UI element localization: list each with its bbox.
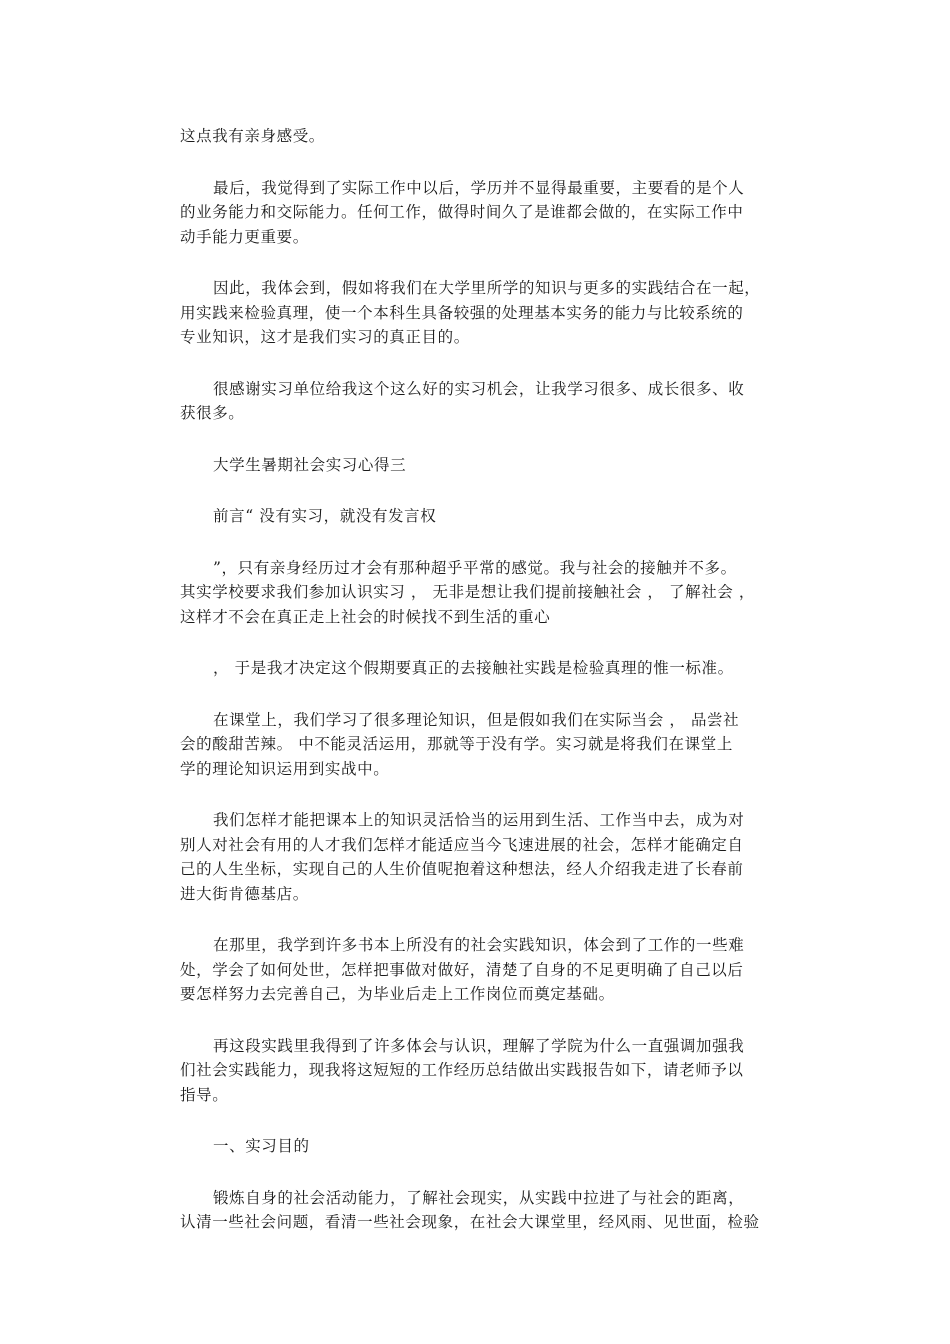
text-line: 其实学校要求我们参加认识实习 ， 无非是想让我们提前接触社会 ， 了解社会 ， (180, 583, 756, 601)
text-line: 这点我有亲身感受。 (180, 127, 325, 145)
text-line: 用实践来检验真理，使一个本科生具备较强的处理基本实务的能力与比较系统的 (180, 303, 744, 322)
text-line: 处，学会了如何处世，怎样把事做对做好，清楚了自身的不足更明确了自己以后 (180, 960, 744, 979)
text-line: 这样才不会在真正走上社会的时候找不到生活的重心 (180, 607, 551, 626)
paragraph (180, 708, 775, 782)
paragraph (180, 1134, 775, 1159)
paragraph (180, 933, 775, 1007)
paragraph (180, 808, 775, 906)
text-line: 一、实习目的 (213, 1137, 310, 1155)
text-line: 专业知识，这才是我们实习的真正目的。 (180, 328, 470, 346)
paragraph (180, 124, 775, 149)
text-line: 指导。 (180, 1085, 229, 1104)
text-line: 会的酸甜苦辣。 中不能灵活运用，那就等于没有学。实习就是将我们在课堂上 (180, 735, 733, 753)
paragraph (180, 1186, 775, 1235)
text-line: 最后，我觉得到了实际工作中以后，学历并不显得最重要，主要看的是个人 (213, 178, 745, 197)
text-line: 锻炼自身的社会活动能力，了解社会现实，从实践中拉进了与社会的距离， (213, 1188, 745, 1207)
text-line: 因此，我体会到，假如将我们在大学里所学的知识与更多的实践结合在一起， (213, 279, 761, 297)
text-line: 进大街肯德基店。 (180, 884, 309, 903)
text-line: 我们怎样才能把课本上的知识灵活恰当的运用到生活、工作当中去，成为对 (213, 811, 745, 829)
paragraph (180, 556, 775, 630)
text-line: 认清一些社会问题，看清一些社会现象，在社会大课堂里，经风雨、见世面，检验 (180, 1213, 760, 1231)
text-line: 再这段实践里我得到了许多体会与认识，理解了学院为什么一直强调加强我 (213, 1036, 745, 1055)
text-line: 要怎样努力去完善自己，为毕业后走上工作岗位而奠定基础。 (180, 985, 615, 1003)
text-line: 前言“ 没有实习，就没有发言权 (213, 507, 437, 525)
paragraph (180, 656, 775, 681)
paragraph (180, 377, 775, 426)
text-line: 学的理论知识运用到实战中。 (180, 759, 390, 778)
paragraph (180, 176, 775, 250)
text-line: ”，只有亲身经历过才会有那种超乎平常的感觉。我与社会的接触并不多。 (213, 558, 737, 577)
document-page (180, 124, 775, 1262)
paragraph (180, 1034, 775, 1108)
text-line: 动手能力更重要。 (180, 227, 309, 246)
text-line: 己的人生坐标，实现自己的人生价值呢抱着这种想法，经人介绍我走进了长春前 (180, 860, 744, 878)
paragraph (180, 453, 775, 478)
text-line: 别人对社会有用的人才我们怎样才能适应当今飞速进展的社会，怎样才能确定自 (180, 835, 744, 854)
text-line: 在那里，我学到许多书本上所没有的社会实践知识，体会到了工作的一些难 (213, 936, 745, 954)
text-line: 在课堂上，我们学习了很多理论知识，但是假如我们在实际当会 ， 品尝社 (213, 710, 740, 729)
paragraph (180, 276, 775, 350)
paragraph (180, 504, 775, 529)
text-line: 大学生暑期社会实习心得三 (213, 455, 407, 474)
text-line: ， 于是我才决定这个假期要真正的去接触社实践是检验真理的惟一标准。 (213, 659, 734, 677)
text-line: 的业务能力和交际能力。任何工作，做得时间久了是谁都会做的，在实际工作中 (180, 203, 744, 221)
text-line: 很感谢实习单位给我这个这么好的实习机会，让我学习很多、成长很多、收 (213, 379, 745, 398)
text-line: 们社会实践能力，现我将这短短的工作经历总结做出实践报告如下，请老师予以 (180, 1061, 744, 1079)
text-line: 获很多。 (180, 404, 245, 422)
